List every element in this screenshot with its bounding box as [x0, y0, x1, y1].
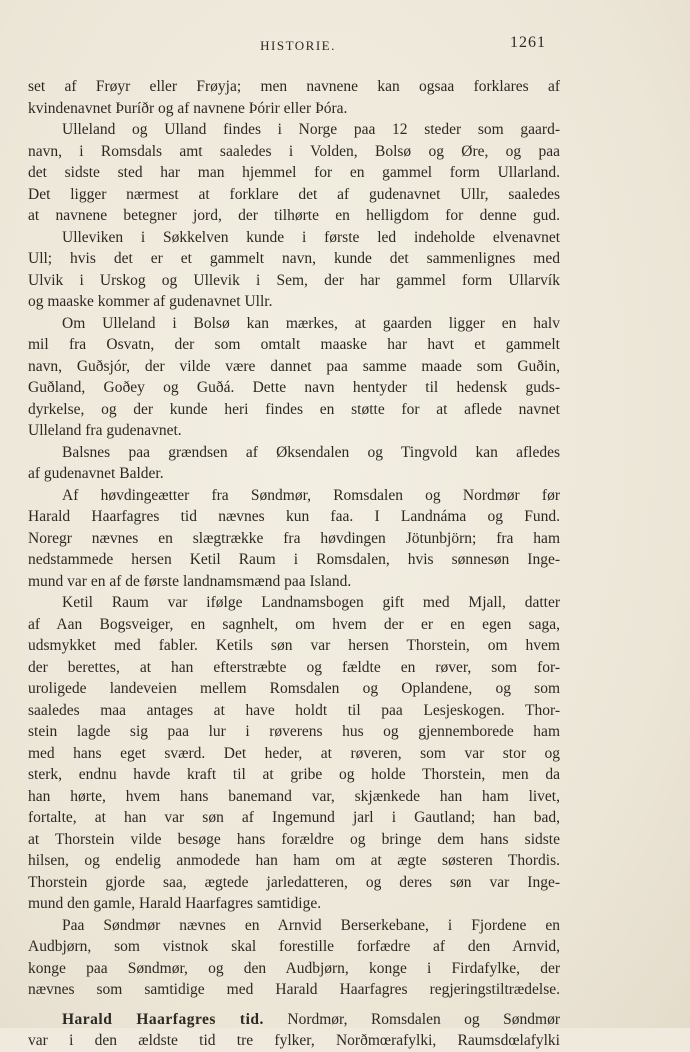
text-line: Ulvik i Urskog og Ullevik i Sem, der har gammel form Ullarvík [28, 271, 560, 289]
text-line: Balsnes paa grændsen af Øksendalen og Tingvold kan afledes [62, 443, 560, 461]
text-line: der berettes, at han efterstræbte og fældte en røver, som for- [28, 658, 560, 676]
text-line: Af høvdingeætter fra Søndmør, Romsdalen og Nordmør før [62, 486, 560, 504]
page-number: 1261 [510, 34, 546, 51]
text-line: Ull; hvis det er et gammelt navn, kunde det sammenlignes med [28, 250, 560, 267]
text-line: han hørte, hvem hans banemand var, skjænkede han ham livet, [28, 787, 560, 805]
section-first-line [28, 1009, 560, 1031]
text-line: dyrkelse, og der kunde heri findes en støtte for at aflede navnet [28, 400, 560, 418]
text-line: kvindenavnet Þuríðr og af navnene Þórir eller Þóra. [28, 99, 348, 117]
text-line: Ulleland fra gudenavnet. [28, 422, 182, 439]
text-line: Paa Søndmør nævnes en Arnvid Berserkebane, i Fjordene en [62, 916, 560, 934]
text-line: Ketil Raum var ifølge Landnamsbogen gift med Mjall, datter [62, 594, 560, 611]
section-gap [28, 1001, 560, 1009]
text-line: Ulleland og Ulland findes i Norge paa 12 steder som gaard- [62, 121, 560, 138]
text-line: nedstammede hersen Ketil Raum i Romsdalen, hvis sønnesøn Inge- [28, 551, 560, 568]
text-line: navn, Guðsjór, der vilde være dannet paa samme maade som Guðin, [28, 357, 560, 375]
text-line: det sidste sted har man hjemmel for en gammel form Ullarland. [28, 164, 560, 181]
text-line: Guðland, Goðey og Guðá. Dette navn hentyder til hedensk guds- [28, 379, 560, 396]
text-line: Om Ulleland i Bolsø kan mærkes, at gaarden ligger en halv [62, 314, 560, 332]
text-line: navn, i Romsdals amt saaledes i Volden, Bolsø og Øre, og paa [28, 142, 560, 160]
text-line: uroligede landeveien mellem Romsdalen og Oplandene, og som [28, 680, 560, 697]
text-line: Noregr nævnes en slægtrække fra høvdingen Jötunbjörn; fra ham [28, 529, 560, 547]
section-heading: Harald Haarfagres tid. [62, 1010, 264, 1028]
text-line: Thorstein gjorde saa, ægtede jarledatteren, og deres søn var Inge- [28, 873, 560, 891]
text-line: saaledes maa antages at have holdt til paa Lesjeskogen. Thor- [28, 701, 560, 719]
text-line: med hans eget sværd. Det heder, at røveren, som var stor og [28, 744, 560, 762]
text-line: af gudenavnet Balder. [28, 465, 164, 482]
text-line: og maaske kommer af gudenavnet Ullr. [28, 293, 273, 310]
text-line: mund var en af de første landnamsmænd paa Island. [28, 572, 352, 590]
text-line: stein lagde sig paa lur i røverens hus og gjennemborede ham [28, 723, 560, 740]
text-line: Audbjørn, som vistnok skal forestille forfædre af den Arnvid, [28, 938, 560, 955]
page-body [28, 76, 560, 1052]
text-line: konge paa Søndmør, og den Audbjørn, konge i Firdafylke, der [28, 959, 560, 977]
text-line: hilsen, og endelig anmodede han ham om at ægte søsteren Thordis. [28, 852, 560, 869]
text-line: udsmykket med fabler. Ketils søn var hersen Thorstein, om hvem [28, 637, 560, 654]
text-line: mund den gamle, Harald Haarfagres samtidige. [28, 895, 322, 912]
text-line: Ulleviken i Søkkelven kunde i første led indeholde elvenavnet [62, 228, 560, 246]
text-line: af Aan Bogsveiger, en sagnhelt, om hvem der er en egen saga, [28, 615, 560, 633]
text-line: Harald Haarfagres tid nævnes kun faa. I Landnáma og Fund. [28, 508, 560, 525]
text-line: nævnes som samtidige med Harald Haarfagres regjeringstiltrædelse. [28, 981, 560, 998]
text-line: fortalte, at han var søn af Ingemund jarl i Gautland; han bad, [28, 809, 560, 826]
text-line: set af Frøyr eller Frøyja; men navnene kan ogsaa forklares af [28, 78, 560, 95]
text-line: sterk, endnu havde kraft til at gribe og holde Thorstein, men da [28, 766, 560, 783]
text-line: mil fra Osvatn, der som omtalt maaske har havt et gammelt [28, 336, 560, 353]
text-line: Det ligger nærmest at forklare det af gudenavnet Ullr, saaledes [28, 185, 560, 203]
running-head: HISTORIE. [260, 38, 336, 53]
text-line: var i den ældste tid tre fylker, Norðmœrafylki, Raumsdœlafylki [28, 1032, 560, 1049]
section-line-text: Nordmør, Romsdalen og Søndmør [287, 1010, 560, 1028]
text-line: at Thorstein vilde besøge hans forældre og bringe dem hans sidste [28, 830, 560, 848]
text-line: at navnene betegner jord, der tilhørte en helligdom for denne gud. [28, 207, 560, 224]
